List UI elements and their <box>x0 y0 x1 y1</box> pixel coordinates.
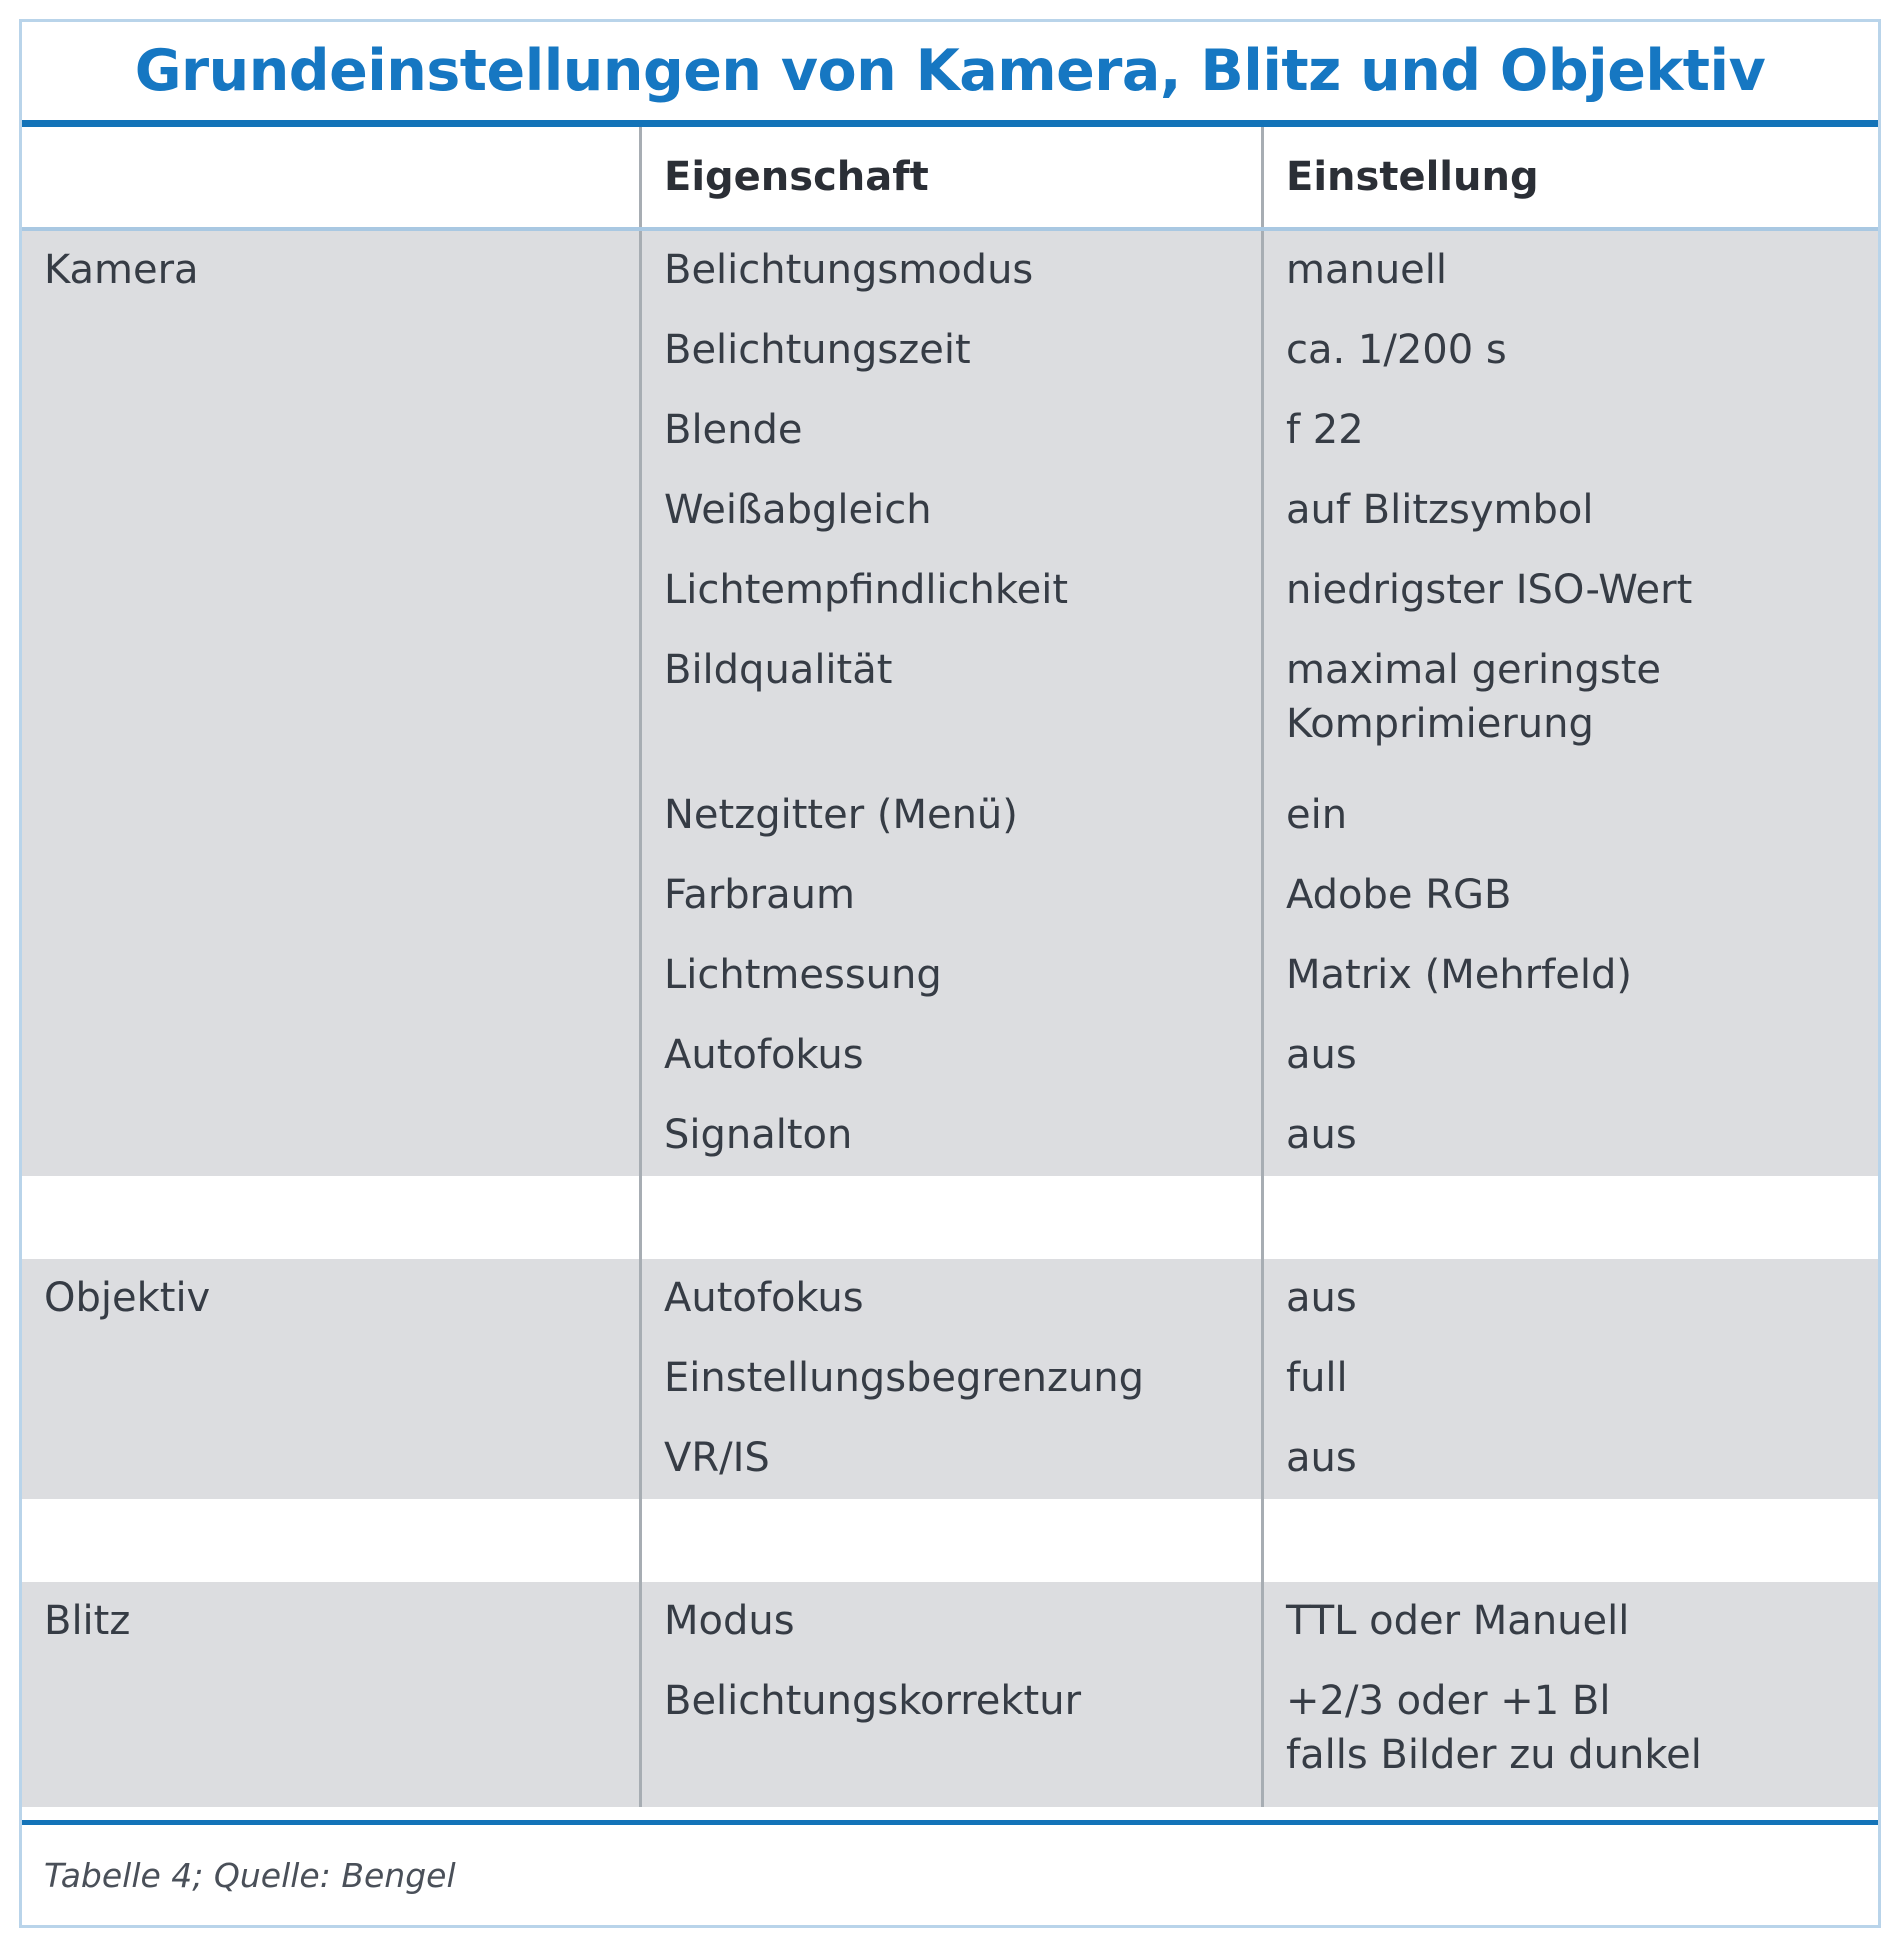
header-cell-category <box>22 127 639 227</box>
value-line: maximal geringste <box>1286 647 1661 693</box>
property-cell: Blende <box>664 407 803 453</box>
category-label: Objektiv <box>44 1275 211 1321</box>
value-line: Adobe RGB <box>1286 872 1512 918</box>
value-cell <box>1286 776 1878 856</box>
property-column <box>639 1582 1261 1807</box>
value-line: falls Bilder zu dunkel <box>1286 1732 1702 1778</box>
value-cell <box>1286 1259 1878 1339</box>
value-line: Matrix (Mehrfeld) <box>1286 952 1632 998</box>
value-line: full <box>1286 1355 1348 1401</box>
value-line: +2/3 oder +1 Bl <box>1286 1678 1611 1724</box>
table-body <box>22 231 1878 1807</box>
group-kamera <box>22 231 1878 1176</box>
value-cell <box>1286 856 1878 936</box>
value-line: TTL oder Manuell <box>1286 1598 1630 1644</box>
property-cell: Autofokus <box>664 1032 864 1078</box>
category-cell <box>22 1259 639 1499</box>
value-line: ein <box>1286 792 1348 838</box>
value-cell <box>1286 1419 1878 1499</box>
table-frame <box>19 19 1881 1928</box>
value-cell <box>1286 936 1878 1016</box>
property-cell: Weißabgleich <box>664 487 932 533</box>
header-cell-property <box>639 127 1261 227</box>
category-cell <box>22 231 639 1176</box>
property-cell: Modus <box>664 1598 795 1644</box>
property-cell: Signalton <box>664 1112 853 1158</box>
property-cell: VR/IS <box>664 1435 770 1481</box>
property-cell: Einstellungsbegrenzung <box>664 1355 1145 1401</box>
category-label: Kamera <box>44 247 199 293</box>
value-line: aus <box>1286 1032 1357 1078</box>
value-line: aus <box>1286 1435 1357 1481</box>
value-cell <box>1286 471 1878 551</box>
value-column <box>1261 1582 1878 1807</box>
value-cell <box>1286 231 1878 311</box>
value-line: aus <box>1286 1275 1357 1321</box>
property-cell: Lichtempfindlichkeit <box>664 567 1069 613</box>
value-cell <box>1286 1582 1878 1662</box>
table-title: Grundeinstellungen von Kamera, Blitz und Objektiv <box>134 38 1766 104</box>
group-spacer <box>22 1499 1878 1582</box>
source-caption: Tabelle 4; Quelle: Bengel <box>44 1855 456 1895</box>
property-cell: Lichtmessung <box>664 952 942 998</box>
group-objektiv <box>22 1259 1878 1499</box>
header-eigenschaft: Eigenschaft <box>664 154 929 200</box>
header-einstellung: Einstellung <box>1286 154 1539 200</box>
value-cell <box>1286 631 1878 776</box>
value-line: aus <box>1286 1112 1357 1158</box>
value-cell <box>1286 311 1878 391</box>
value-cell <box>1286 1016 1878 1096</box>
value-cell <box>1286 551 1878 631</box>
title-bar <box>22 22 1878 127</box>
category-label: Blitz <box>44 1598 131 1644</box>
value-line: f 22 <box>1286 407 1364 453</box>
property-cell: Belichtungskorrektur <box>664 1678 1082 1724</box>
value-line: niedrigster ISO-Wert <box>1286 567 1693 613</box>
value-column <box>1261 231 1878 1176</box>
header-cell-value <box>1261 127 1878 227</box>
value-line: Komprimierung <box>1286 701 1594 747</box>
value-cell <box>1286 1096 1878 1176</box>
group-spacer <box>22 1176 1878 1259</box>
property-cell: Belichtungszeit <box>664 327 971 373</box>
value-cell <box>1286 391 1878 471</box>
table-header-row <box>22 127 1878 231</box>
value-line: ca. 1/200 s <box>1286 327 1507 373</box>
property-cell: Bildqualität <box>664 647 893 693</box>
property-cell: Netzgitter (Menü) <box>664 792 1018 838</box>
group-blitz <box>22 1582 1878 1807</box>
value-cell <box>1286 1339 1878 1419</box>
property-cell: Belichtungsmodus <box>664 247 1034 293</box>
settings-table <box>22 127 1878 1807</box>
property-cell: Autofokus <box>664 1275 864 1321</box>
category-cell <box>22 1582 639 1807</box>
property-cell: Farbraum <box>664 872 855 918</box>
table-footer <box>22 1820 1878 1925</box>
value-line: manuell <box>1286 247 1448 293</box>
value-cell <box>1286 1662 1878 1807</box>
property-column <box>639 1259 1261 1499</box>
property-column <box>639 231 1261 1176</box>
value-column <box>1261 1259 1878 1499</box>
value-line: auf Blitzsymbol <box>1286 487 1594 533</box>
